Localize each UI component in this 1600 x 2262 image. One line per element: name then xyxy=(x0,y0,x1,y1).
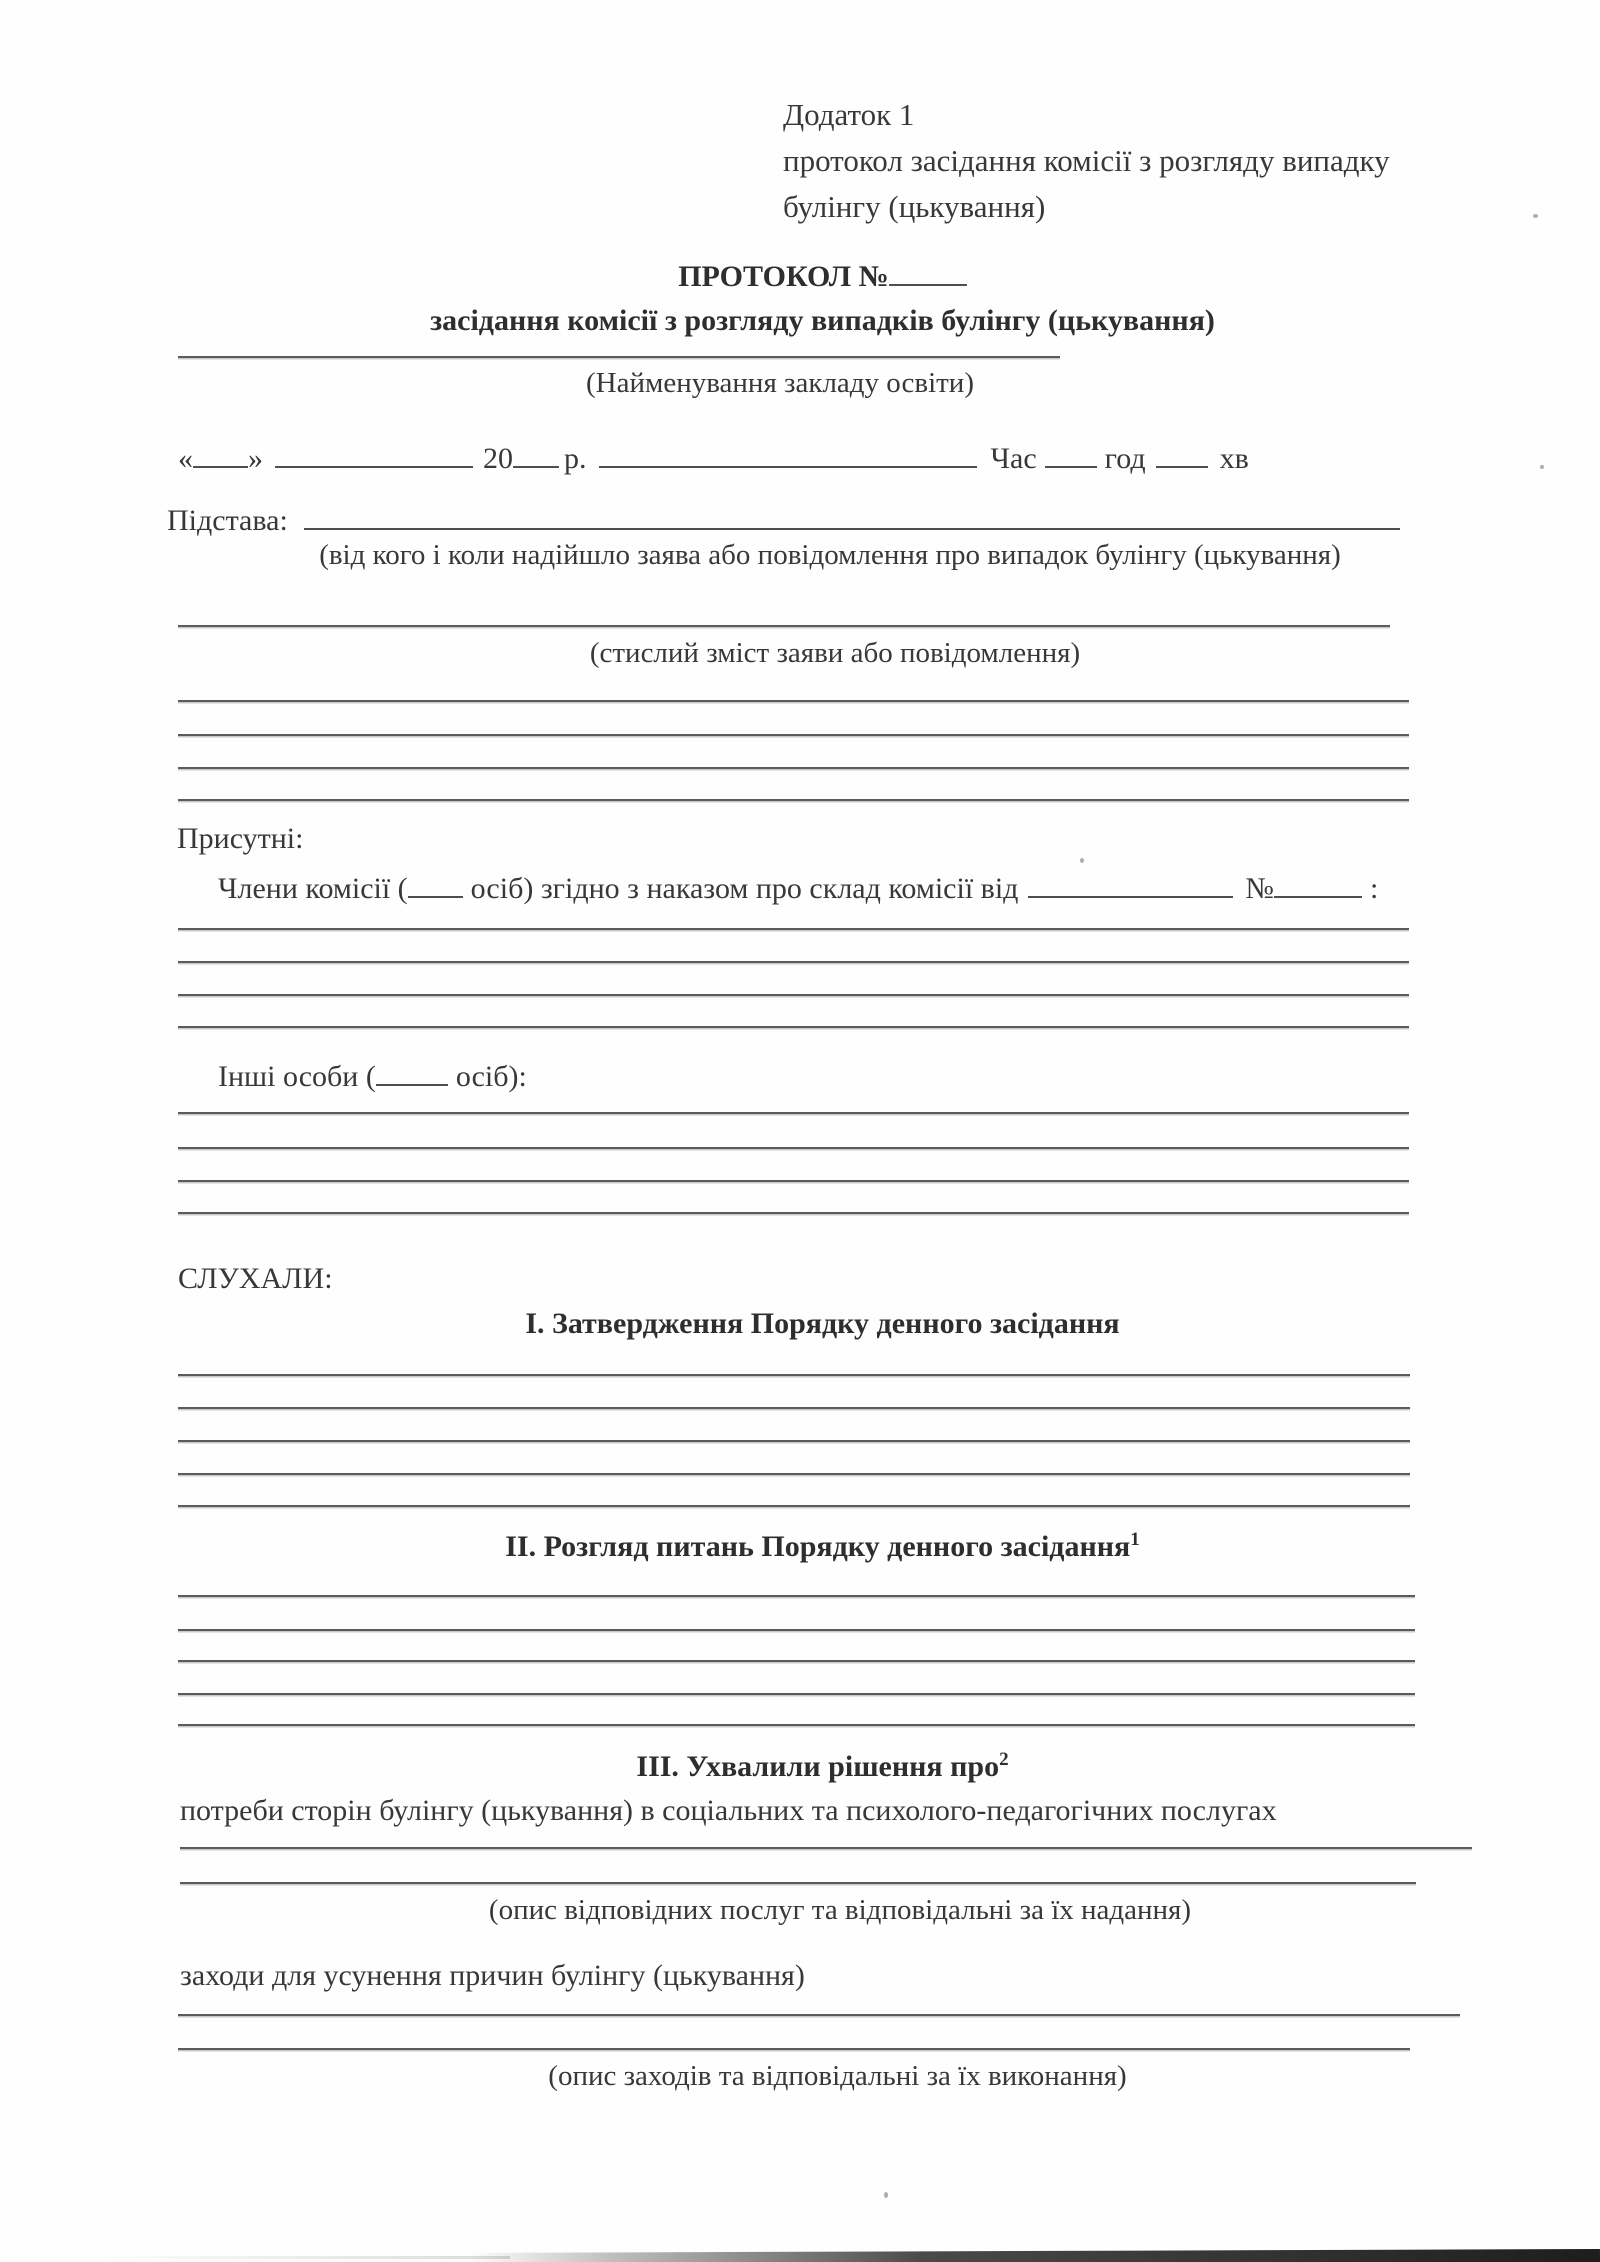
scan-edge-shadow xyxy=(90,2256,510,2259)
close-quote: » xyxy=(248,442,263,475)
measures-caption: (опис заходів та відповідальні за їх виконання) xyxy=(548,2060,1127,2092)
time-label: Час xyxy=(990,442,1037,475)
members-colon: : xyxy=(1370,872,1379,905)
section1-title: І. Затвердження Порядку денного засідання xyxy=(525,1307,1120,1340)
annex-line-2: протокол засідання комісії з розгляду випадку xyxy=(783,143,1390,178)
minutes-blank xyxy=(1156,434,1208,468)
blank-line xyxy=(178,994,1409,996)
protocol-title xyxy=(200,252,1445,296)
present-label: Присутні: xyxy=(177,822,304,855)
institution-name-line xyxy=(178,356,1060,358)
blank-line xyxy=(178,1026,1409,1028)
blank-line xyxy=(178,734,1409,736)
measures-text: заходи для усунення причин булінгу (цькування) xyxy=(180,1959,805,1992)
protocol-title-text: ПРОТОКОЛ № xyxy=(678,260,889,293)
needs-text: потреби сторін булінгу (цькування) в соціальних та психолого-педагогічних послугах xyxy=(180,1794,1277,1827)
blank-line xyxy=(178,1407,1410,1409)
blank-line xyxy=(178,767,1409,769)
blank-line xyxy=(178,2014,1460,2016)
blank-line xyxy=(178,1180,1409,1182)
scan-speck xyxy=(1080,858,1084,863)
blank-line xyxy=(178,700,1409,702)
hours-label: год xyxy=(1104,442,1146,475)
summary-caption: (стислий зміст заяви або повідомлення) xyxy=(589,637,1081,669)
blank-line xyxy=(178,1212,1409,1214)
annex-line-1: Додаток 1 xyxy=(783,97,915,132)
basis-label: Підстава: xyxy=(167,504,288,537)
open-quote: « xyxy=(178,442,193,475)
basis-blank xyxy=(304,496,1400,530)
members-count-blank xyxy=(408,864,463,898)
basis-caption: (від кого і коли надійшло заява або повідомлення про випадок булінгу (цькування) xyxy=(319,539,1341,571)
year-unit: р. xyxy=(564,442,587,475)
summary-line xyxy=(178,625,1390,627)
blank-line xyxy=(178,1629,1415,1631)
date-row xyxy=(178,434,1249,478)
section3-title-text: ІІІ. Ухвалили рішення про xyxy=(636,1750,1000,1783)
minutes-label: хв xyxy=(1219,442,1249,475)
members-middle: осіб) згідно з наказом про склад комісії від xyxy=(470,872,1019,905)
protocol-subtitle: засідання комісії з розгляду випадків булінгу (цькування) xyxy=(430,303,1215,337)
heard-label: СЛУХАЛИ: xyxy=(178,1262,333,1295)
scan-bottom-edge xyxy=(470,2249,1600,2262)
order-date-blank xyxy=(1028,864,1233,898)
scan-speck xyxy=(1540,465,1544,469)
blank-line xyxy=(178,1440,1410,1442)
blank-line xyxy=(178,1693,1415,1695)
month-blank xyxy=(275,434,473,468)
blank-line xyxy=(178,1374,1410,1376)
scan-speck xyxy=(1533,214,1538,218)
others-prefix: Інші особи ( xyxy=(218,1060,376,1093)
institution-caption: (Найменування закладу освіти) xyxy=(585,367,974,399)
services-caption: (опис відповідних послуг та відповідальні за їх надання) xyxy=(488,1894,1192,1926)
day-blank xyxy=(193,434,248,468)
members-prefix: Члени комісії ( xyxy=(218,872,408,905)
blank-line xyxy=(178,799,1409,801)
blank-line xyxy=(178,1473,1410,1475)
members-number-sign: № xyxy=(1245,872,1275,905)
order-number-blank xyxy=(1274,864,1362,898)
blank-line xyxy=(178,2048,1410,2050)
blank-line xyxy=(180,1847,1472,1849)
others-row xyxy=(218,1052,527,1096)
blank-line xyxy=(178,928,1409,930)
footnote-2-marker: 2 xyxy=(999,1749,1009,1770)
others-suffix: осіб): xyxy=(455,1060,527,1093)
protocol-number-blank xyxy=(889,252,967,286)
scan-speck xyxy=(884,2192,888,2198)
basis-row xyxy=(167,496,1400,540)
protocol-title-block xyxy=(200,252,1445,339)
blank-line xyxy=(180,1882,1416,1884)
others-count-blank xyxy=(376,1052,448,1086)
place-blank xyxy=(599,434,977,468)
footnote-1-marker: 1 xyxy=(1130,1529,1140,1550)
annex-line-3: булінгу (цькування) xyxy=(783,189,1046,224)
hours-blank xyxy=(1045,434,1097,468)
blank-line xyxy=(178,1147,1409,1149)
year-prefix: 20 xyxy=(483,442,513,475)
blank-line xyxy=(178,1595,1415,1597)
blank-line xyxy=(178,1660,1415,1662)
section3-title xyxy=(200,1748,1445,1786)
section2-title xyxy=(200,1528,1445,1566)
members-row xyxy=(218,864,1378,908)
year-blank xyxy=(513,434,559,468)
blank-line xyxy=(178,1724,1415,1726)
blank-line xyxy=(178,961,1409,963)
blank-line xyxy=(178,1505,1410,1507)
blank-line xyxy=(178,1112,1409,1114)
annex-block xyxy=(783,92,1543,230)
section2-title-text: ІІ. Розгляд питань Порядку денного засідання xyxy=(505,1530,1131,1563)
